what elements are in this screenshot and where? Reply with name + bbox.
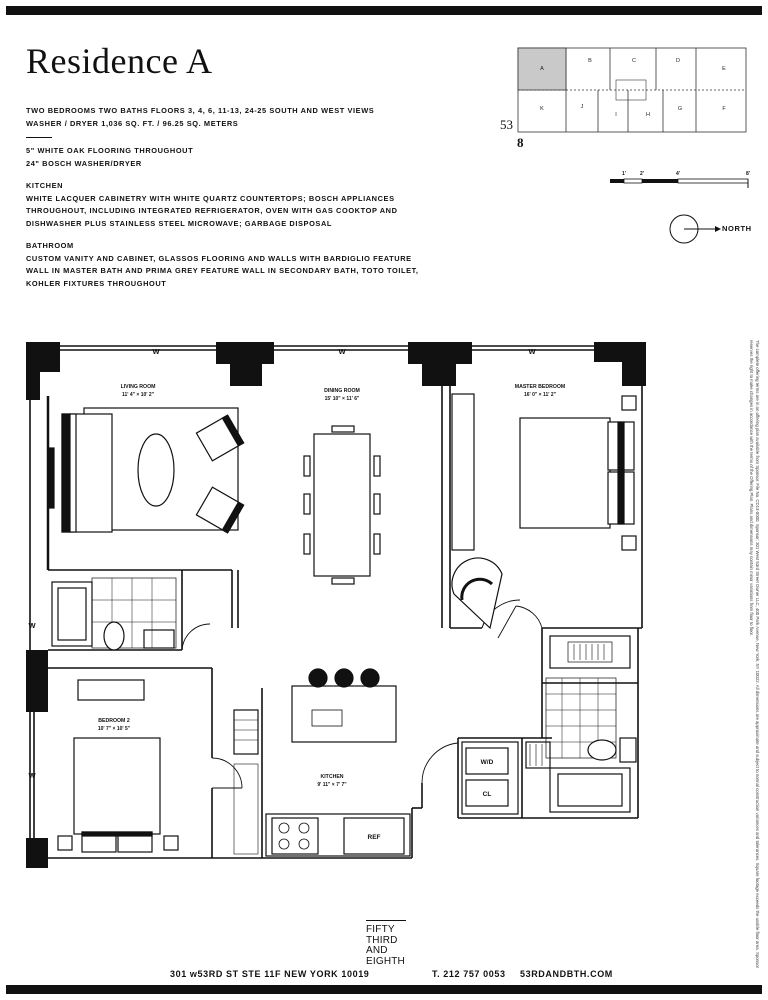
window-mark-living: W	[152, 347, 160, 356]
kitchen-heading: KITCHEN	[26, 181, 64, 190]
master-bed	[520, 418, 610, 528]
bathroom-spec-line-1: CUSTOM VANITY AND CABINET, GLASSOS FLOORING AND WALLS WITH BARDIGLIO FEATURE	[26, 253, 412, 263]
north-label: NORTH	[722, 224, 752, 233]
bar-stool-3	[361, 669, 379, 687]
key-plan-unit-e: E	[722, 66, 726, 72]
window-mark-master: W	[528, 347, 536, 356]
kitchen-island	[292, 686, 396, 742]
column-west	[26, 650, 48, 712]
scale-bar	[608, 168, 756, 190]
master-bedroom-dims: 16' 0" × 11' 2"	[523, 392, 557, 398]
residence-title: Residence A	[26, 41, 213, 81]
window-mark-west-2: W	[28, 771, 36, 780]
key-plan-unit-b: B	[588, 58, 592, 64]
specs-block	[26, 105, 496, 290]
footer-address: 301 w53RD ST STE 11F NEW YORK 10019	[170, 969, 370, 979]
washer-dryer-label: W/D	[480, 759, 494, 766]
kitchen-spec-line-1: WHITE LACQUER CABINETRY WITH WHITE QUARTZ COUNTERTOPS; BOSCH APPLIANCES	[26, 193, 395, 203]
bathroom-spec-line-2: WALL IN MASTER BATH AND PRIMA GREY FEATURE WALL IN SECONDARY BATH, TOTO TOILET,	[26, 266, 419, 275]
brand-word-3: AND	[366, 945, 388, 956]
spec-washer-dryer: 24" BOSCH WASHER/DRYER	[26, 158, 142, 168]
top-border-bar	[6, 6, 762, 15]
key-plan-unit-k: K	[540, 106, 544, 112]
closet-label: CL	[482, 791, 492, 798]
specs-summary-line-2: WASHER / DRYER 1,036 SQ. FT. / 96.25 SQ. METERS	[26, 118, 239, 128]
legal-disclaimer	[736, 340, 760, 980]
floor-plan	[22, 338, 722, 873]
brand-word-4: EIGHTH	[366, 955, 405, 967]
footer-phone: T. 212 757 0053	[432, 969, 506, 979]
bar-stool-1	[309, 669, 327, 687]
key-plan-unit-j: J	[580, 104, 584, 110]
key-plan-unit-f: F	[722, 106, 726, 112]
dining-table	[314, 434, 370, 576]
master-vanity	[550, 636, 630, 668]
brand-word-2: THIRD	[366, 934, 398, 946]
building-key-plan	[498, 44, 758, 154]
master-bedroom-label: MASTER BEDROOM	[514, 384, 566, 390]
key-plan-unit-h: H	[646, 112, 650, 118]
kitchen-label: KITCHEN	[320, 774, 344, 780]
dining-room-dims: 15' 10" × 11' 6"	[324, 396, 360, 402]
brand-word-1: FIFTY	[366, 924, 395, 935]
bedroom2-dims: 10' 7" × 10' 5"	[97, 726, 131, 732]
key-plan-street-8: 8	[517, 135, 524, 150]
cooktop	[272, 818, 318, 854]
bottom-border-bar	[6, 985, 762, 994]
bathroom-spec-line-3: KOHLER FIXTURES THROUGHOUT	[26, 278, 167, 288]
key-plan-street-53: 53	[500, 117, 513, 132]
bedroom2-bed	[74, 738, 160, 834]
kitchen-spec-line-3: DISHWASHER PLUS STAINLESS STEEL MICROWAVE; GARBAGE DISPOSAL	[26, 218, 332, 228]
scale-tick-4: 4'	[676, 171, 680, 177]
dining-room-label: DINING ROOM	[324, 388, 360, 394]
tv-console	[48, 448, 54, 508]
specs-summary-line-1: TWO BEDROOMS TWO BATHS FLOORS 3, 4, 6, 11-13, 24-25 SOUTH AND WEST VIEWS	[26, 106, 375, 115]
window-mark-west-1: W	[28, 621, 36, 630]
footer-website-link[interactable]: 53RDANDBTH.COM	[520, 969, 613, 979]
key-plan-unit-g: G	[677, 106, 683, 112]
master-dresser	[452, 394, 474, 550]
specs-divider	[26, 137, 52, 138]
armchair-2	[196, 487, 243, 533]
living-room-label: LIVING ROOM	[120, 384, 156, 390]
legal-disclaimer-text: The complete offering terms are in an offering plan available from Sponsor. File No. CD13-0000. Sponsor: 301 West 53rd Street Owner LLC, 400 Park Avenue, New York, NY 10022. All dimensions are approximate and subject to normal construction variances and tolerances. Square footage exceeds the usable floor area. Sponsor reserves the right to make changes in accordance with the terms of the Offering Plan. Plans and dimensions may contain minor variations from floor to floor.	[749, 340, 760, 969]
kitchen-dims: 9' 11" × 7' 7"	[317, 782, 347, 788]
scale-tick-2: 2'	[640, 171, 644, 177]
key-plan-unit-a: A	[540, 66, 544, 72]
bedroom2-dresser	[78, 680, 144, 700]
spec-flooring: 5" WHITE OAK FLOORING THROUGHOUT	[26, 146, 194, 155]
bedroom2-label: BEDROOM 2	[98, 718, 130, 724]
living-room-dims: 11' 4" × 10' 2"	[121, 392, 155, 398]
master-lounge-chair	[452, 558, 502, 628]
refrigerator-label: REF	[367, 834, 381, 841]
column-sw	[26, 838, 48, 868]
coffee-table	[138, 434, 174, 506]
bar-stool-2	[335, 669, 353, 687]
bathroom-heading: BATHROOM	[26, 241, 74, 250]
kitchen-spec-line-2: THROUGHOUT, INCLUDING INTEGRATED REFRIGERATOR, OVEN WITH GAS COOKTOP AND	[26, 206, 398, 215]
brand-logo	[366, 920, 408, 967]
master-toilet	[588, 740, 616, 760]
window-mark-dining: W	[338, 347, 346, 356]
armchair-1	[196, 415, 243, 461]
scale-tick-1: 1'	[622, 171, 626, 177]
bath2-toilet	[104, 622, 124, 650]
key-plan-unit-d: D	[676, 58, 680, 64]
key-plan-unit-c: C	[632, 58, 636, 64]
key-plan-unit-i: I	[615, 112, 617, 118]
scale-tick-8: 8'	[746, 171, 750, 177]
